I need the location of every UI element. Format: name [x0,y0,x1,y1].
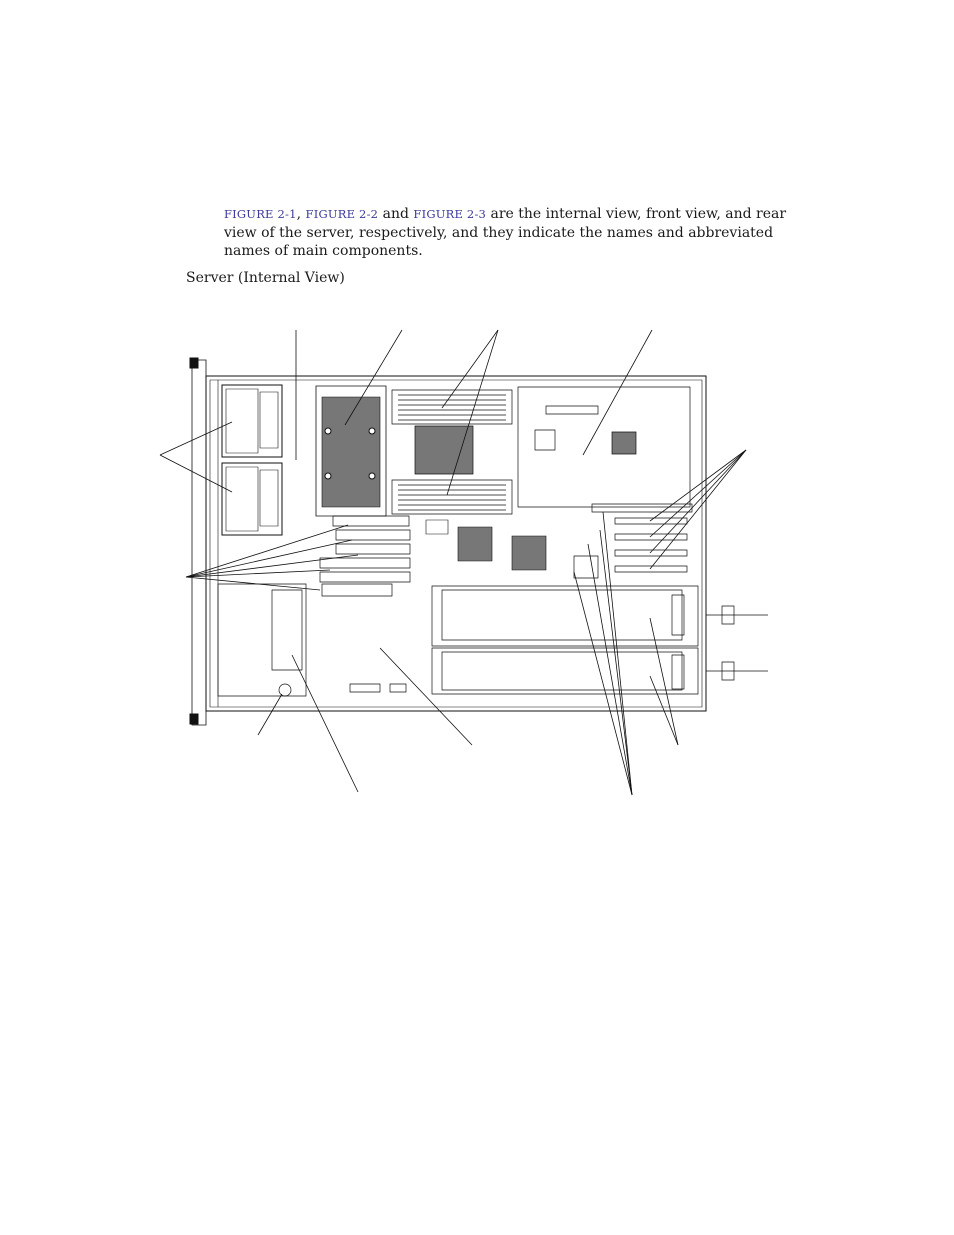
comma: , [296,206,302,222]
cpu-heatsink [316,386,386,516]
fan-modules [222,385,282,535]
disk-bay [218,584,406,696]
figure-2-3-link[interactable]: FIGURE 2-3 [413,207,487,221]
chipset [426,520,546,570]
motherboard-daughter-board [518,387,690,507]
intro-text: are the internal view, front view, and rear view of the server, respectively, and they indicate the names and abbreviated names of main components. [224,206,787,260]
memory-modules-upper [392,390,512,514]
chassis [190,358,706,725]
memory-modules-lower [320,516,410,596]
and-word: and [378,206,414,222]
server-internal-diagram [150,325,780,805]
power-supplies [432,586,768,694]
figure-2-1-link[interactable]: FIGURE 2-1 [224,207,297,221]
figure-2-2-link[interactable]: FIGURE 2-2 [305,207,379,221]
figure-caption: Server (Internal View) [186,270,345,286]
intro-paragraph [224,205,804,261]
